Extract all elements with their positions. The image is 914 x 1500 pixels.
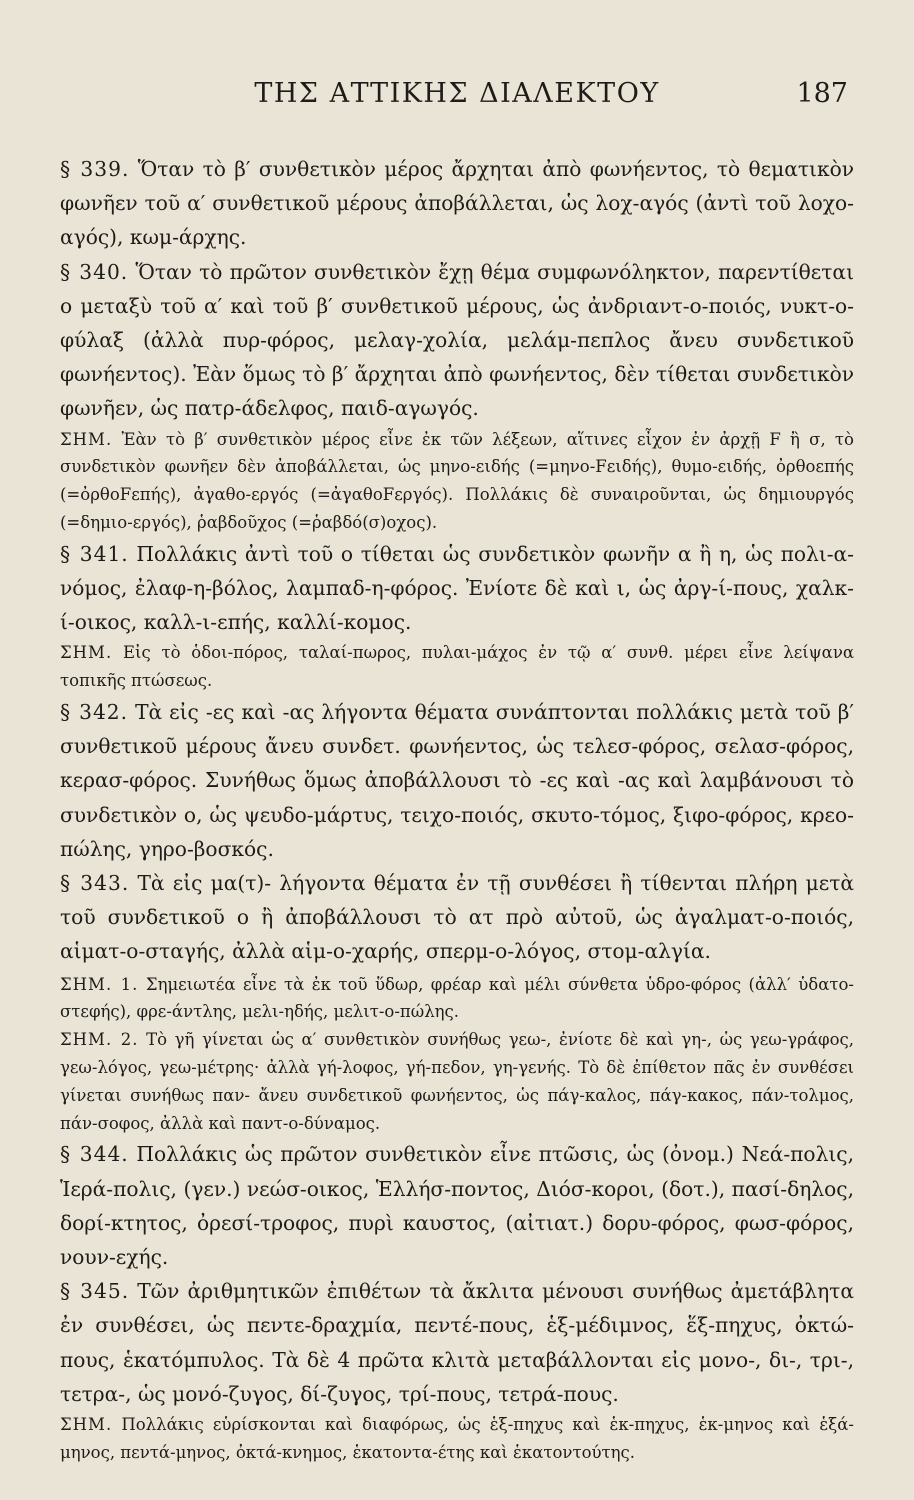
section-number: § 345.	[60, 1279, 130, 1304]
section-339	[60, 152, 854, 255]
section-343	[60, 866, 854, 969]
section-text: Ὅταν τὸ πρῶτον συνθετικὸν ἔχῃ θέμα συμφωνόληκτον, παρεντίθεται ο μεταξὺ τοῦ α′ καὶ τοῦ β′ συνθετικοῦ μέρους, ὡς ἀνδριαντ-ο-ποιός, νυκτ-ο-φύλαξ (ἀλλὰ πυρ-φόρος, μελαγ-χολία, μελάμ-πεπλος ἄνευ συνδετικοῦ φωνήεντος). Ἐὰν ὅμως τὸ β′ ἄρχηται ἀπὸ φωνήεντος, δὲν τίθεται συνδετικὸν φωνῆεν, ὡς πατρ-άδελφος, παιδ-αγωγός.	[60, 259, 854, 421]
section-number: § 343.	[60, 871, 130, 896]
note-text: Ἐὰν τὸ β′ συνθετικὸν μέρος εἶνε ἐκ τῶν λέξεων, αἵτινες εἶχον ἐν ἀρχῇ F ἢ σ, τὸ συνδετικὸν φωνῆεν δὲν ἀποβάλλεται, ὡς μηνο-ειδής (=μηνο-Fειδής), θυμο-ειδής, ὀρθοεπής (=ὀρθοFεπής), ἀγαθο-εργός (=ἀγαθοFεργός). Πολλάκις δὲ συναιροῦνται, ὡς δημιουργός (=δημιο-εργός), ῥαβδοῦχος (=ῥαβδό(σ)οχος).	[60, 429, 854, 533]
note-text: Εἰς τὸ ὁδοι-πόρος, ταλαί-πωρος, πυλαι-μάχος ἐν τῷ α′ συνθ. μέρει εἶνε λείψανα τοπικῆς πτώσεως.	[60, 643, 854, 691]
section-text: Πολλάκις ἀντὶ τοῦ ο τίθεται ὡς συνδετικὸν φωνῆν α ἢ η, ὡς πολι-α-νόμος, ἐλαφ-η-βόλος, λαμπαδ-η-φόρος. Ἐνίοτε δὲ καὶ ι, ὡς ἀργ-ί-πους, χαλκ-ί-οικος, καλλ-ι-επής, καλλί-κομος.	[60, 541, 855, 635]
note-text: Τὸ γῆ γίνεται ὡς α′ συνθετικὸν συνήθως γεω-, ἐνίοτε δὲ καὶ γη-, ὡς γεω-γράφος, γεω-λόγος, γεω-μέτρης· ἀλλὰ γή-λοφος, γή-πεδον, γη-γενής. Τὸ δὲ ἐπίθετον πᾶς ἐν συνθέσει γίνεται συνήθως παν- ἄνευ συνδετικοῦ φωνήεντος, ὡς πάγ-καλος, πάγ-κακος, πάν-τολμος, πάν-σοφος, ἀλλὰ καὶ παντ-ο-δύναμος.	[60, 1030, 854, 1133]
section-number: § 344.	[60, 1142, 129, 1167]
section-text: Ὅταν τὸ β′ συνθετικὸν μέρος ἄρχηται ἀπὸ φωνήεντος, τὸ θεματικὸν φωνῆεν τοῦ α′ συνθετικοῦ μέρους ἀποβάλλεται, ὡς λοχ-αγός (ἀντὶ τοῦ λοχο-αγός), κωμ-άρχης.	[60, 157, 855, 250]
section-text: Τὰ εἰς -ες καὶ -ας λήγοντα θέματα συνάπτονται πολλάκις μετὰ τοῦ β′ συνθετικοῦ μέρους ἄνευ συνδετ. φωνήεντος, ὡς τελεσ-φόρος, σελασ-φόρος, κερασ-φόρος. Συνήθως ὅμως ἀποβάλλουσι τὸ -ες καὶ -ας καὶ λαμβάνουσι τὸ συνδετικὸν ο, ὡς ψευδο-μάρτυς, τειχο-ποιός, σκυτο-τόμος, ξιφο-φόρος, κρεο-πώλης, γηρο-βοσκός.	[60, 700, 855, 861]
section-340	[60, 255, 854, 426]
section-345	[60, 1274, 854, 1411]
section-text: Τῶν ἀριθμητικῶν ἐπιθέτων τὰ ἄκλιτα μένουσι συνήθως ἀμετάβλητα ἐν συνθέσει, ὡς πεντε-δραχμία, πεντέ-πους, ἑξ-μέδιμνος, ἕξ-πηχυς, ὀκτώ-πους, ἑκατόμπυλος. Τὰ δὲ 4 πρῶτα κλιτὰ μεταβάλλονται εἰς μονο-, δι-, τρι-, τετρα-, ὡς μονό-ζυγος, δί-ζυγος, τρί-πους, τετρά-πους.	[60, 1279, 854, 1406]
note-label: ΣΗΜ.	[60, 429, 113, 449]
section-341	[60, 537, 854, 640]
section-number: § 341.	[60, 541, 129, 566]
note-text: Πολλάκις εὑρίσκονται καὶ διαφόρως, ὡς ἑξ-πηχυς καὶ ἑκ-πηχυς, ἑκ-μηνος καὶ ἑξά-μηνος, πεντά-μηνος, ὀκτά-κνημος, ἑκατοντα-έτης καὶ ἑκατοντούτης.	[60, 1415, 854, 1462]
section-text: Τὰ εἰς μα(τ)- λήγοντα θέματα ἐν τῇ συνθέσει ἢ τίθενται πλήρη μετὰ τοῦ συνδετικοῦ ο ἢ ἀποβάλλουσι τὸ ατ πρὸ αὐτοῦ, ὡς ἀγαλματ-ο-ποιός, αἱματ-ο-σταγής, ἀλλὰ αἱμ-ο-χαρής, σπερμ-ο-λόγος, στομ-αλγία.	[60, 871, 854, 964]
running-title: ΤΗΣ ΑΤΤΙΚΗΣ ΔΙΑΛΕΚΤΟΥ	[254, 78, 660, 109]
section-number: § 342.	[60, 700, 129, 725]
note-343-1	[60, 971, 854, 1027]
note-label: ΣΗΜ.	[60, 1415, 113, 1435]
note-340	[60, 426, 854, 537]
section-344	[60, 1137, 854, 1274]
section-text: Πολλάκις ὡς πρῶτον συνθετικὸν εἶνε πτῶσις, ὡς (ὀνομ.) Νεά-πολις, Ἱερά-πολις, (γεν.) νεώσ-οικος, Ἑλλήσ-ποντος, Διόσ-κοροι, (δοτ.), πασί-δηλος, δορί-κτητος, ὀρεσί-τροφος, πυρὶ καυστος, (αἰτιατ.) δορυ-φόρος, φωσ-φόρος, νουν-εχής.	[60, 1142, 855, 1270]
running-header	[60, 78, 854, 118]
note-label: ΣΗΜ.	[60, 643, 113, 663]
section-number: § 339.	[60, 157, 130, 181]
note-label: ΣΗΜ. 1.	[60, 974, 139, 994]
page-number: 187	[796, 78, 848, 109]
note-text: Σημειωτέα εἶνε τὰ ἐκ τοῦ ὕδωρ, φρέαρ καὶ μέλι σύνθετα ὑδρο-φόρος (ἀλλ′ ὑδατο-στεφής), φρε-άντλης, μελι-ηδής, μελιτ-ο-πώλης.	[60, 974, 855, 1022]
note-343-2	[60, 1026, 854, 1137]
note-341	[60, 639, 854, 695]
section-number: § 340.	[60, 259, 129, 284]
page-body	[60, 152, 854, 1467]
section-342	[60, 695, 854, 866]
note-label: ΣΗΜ. 2.	[60, 1030, 139, 1050]
note-345	[60, 1411, 854, 1467]
